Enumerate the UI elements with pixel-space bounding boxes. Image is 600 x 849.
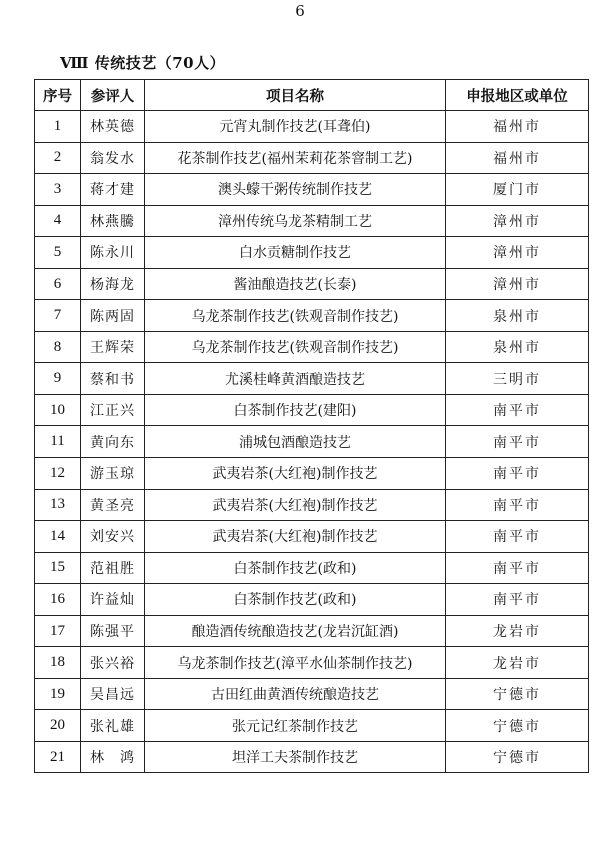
cell-region: 福州市 bbox=[446, 142, 589, 174]
cell-seq: 6 bbox=[35, 268, 81, 300]
cell-project: 乌龙茶制作技艺(漳平水仙茶制作技艺) bbox=[145, 647, 446, 679]
cell-seq: 1 bbox=[35, 111, 81, 143]
cell-seq: 7 bbox=[35, 300, 81, 332]
header-region: 申报地区或单位 bbox=[446, 80, 589, 111]
cell-seq: 8 bbox=[35, 331, 81, 363]
cell-region: 南平市 bbox=[446, 458, 589, 490]
cell-project: 古田红曲黄酒传统酿造技艺 bbox=[145, 678, 446, 710]
cell-candidate: 陈强平 bbox=[81, 615, 145, 647]
cell-candidate: 刘安兴 bbox=[81, 521, 145, 553]
cell-seq: 11 bbox=[35, 426, 81, 458]
cell-region: 南平市 bbox=[446, 394, 589, 426]
table-row bbox=[35, 205, 589, 237]
cell-seq: 13 bbox=[35, 489, 81, 521]
cell-candidate: 范祖胜 bbox=[81, 552, 145, 584]
cell-candidate: 林 鸿 bbox=[81, 741, 145, 773]
cell-seq: 20 bbox=[35, 710, 81, 742]
cell-region: 南平市 bbox=[446, 521, 589, 553]
cell-candidate: 吴昌远 bbox=[81, 678, 145, 710]
cell-seq: 21 bbox=[35, 741, 81, 773]
cell-region: 龙岩市 bbox=[446, 647, 589, 679]
cell-project: 酱油酿造技艺(长泰) bbox=[145, 268, 446, 300]
table-row bbox=[35, 615, 589, 647]
heritage-table bbox=[34, 79, 589, 773]
cell-candidate: 黄向东 bbox=[81, 426, 145, 458]
table-header-row bbox=[35, 80, 589, 111]
cell-project: 白茶制作技艺(政和) bbox=[145, 584, 446, 616]
cell-project: 乌龙茶制作技艺(铁观音制作技艺) bbox=[145, 300, 446, 332]
cell-region: 泉州市 bbox=[446, 331, 589, 363]
cell-region: 福州市 bbox=[446, 111, 589, 143]
cell-candidate: 杨海龙 bbox=[81, 268, 145, 300]
table-body bbox=[35, 111, 589, 773]
table-row bbox=[35, 142, 589, 174]
cell-project: 张元记红茶制作技艺 bbox=[145, 710, 446, 742]
cell-region: 南平市 bbox=[446, 584, 589, 616]
table-row bbox=[35, 300, 589, 332]
cell-seq: 10 bbox=[35, 394, 81, 426]
table-row bbox=[35, 394, 589, 426]
cell-candidate: 张兴裕 bbox=[81, 647, 145, 679]
header-project: 项目名称 bbox=[145, 80, 446, 111]
cell-region: 漳州市 bbox=[446, 205, 589, 237]
cell-project: 白水贡糖制作技艺 bbox=[145, 237, 446, 269]
cell-candidate: 许益灿 bbox=[81, 584, 145, 616]
cell-project: 花茶制作技艺(福州茉莉花茶窨制工艺) bbox=[145, 142, 446, 174]
cell-project: 澳头蠓干粥传统制作技艺 bbox=[145, 174, 446, 206]
cell-project: 酿造酒传统酿造技艺(龙岩沉缸酒) bbox=[145, 615, 446, 647]
cell-region: 泉州市 bbox=[446, 300, 589, 332]
cell-seq: 15 bbox=[35, 552, 81, 584]
cell-region: 龙岩市 bbox=[446, 615, 589, 647]
table-row bbox=[35, 678, 589, 710]
header-candidate: 参评人 bbox=[81, 80, 145, 111]
cell-project: 白茶制作技艺(建阳) bbox=[145, 394, 446, 426]
table-row bbox=[35, 363, 589, 395]
table-row bbox=[35, 552, 589, 584]
table-row bbox=[35, 521, 589, 553]
cell-region: 南平市 bbox=[446, 426, 589, 458]
cell-region: 厦门市 bbox=[446, 174, 589, 206]
table-row bbox=[35, 268, 589, 300]
cell-project: 武夷岩茶(大红袍)制作技艺 bbox=[145, 458, 446, 490]
cell-seq: 5 bbox=[35, 237, 81, 269]
cell-project: 尤溪桂峰黄酒酿造技艺 bbox=[145, 363, 446, 395]
cell-candidate: 游玉琼 bbox=[81, 458, 145, 490]
cell-candidate: 黄圣亮 bbox=[81, 489, 145, 521]
cell-seq: 3 bbox=[35, 174, 81, 206]
cell-region: 宁德市 bbox=[446, 710, 589, 742]
cell-seq: 19 bbox=[35, 678, 81, 710]
cell-region: 南平市 bbox=[446, 489, 589, 521]
section-title: Ⅷ 传统技艺（70人） bbox=[60, 54, 226, 72]
cell-seq: 9 bbox=[35, 363, 81, 395]
cell-candidate: 蔡和书 bbox=[81, 363, 145, 395]
header-seq: 序号 bbox=[35, 80, 81, 111]
cell-candidate: 翁发水 bbox=[81, 142, 145, 174]
cell-region: 漳州市 bbox=[446, 237, 589, 269]
cell-seq: 14 bbox=[35, 521, 81, 553]
table-row bbox=[35, 111, 589, 143]
cell-region: 宁德市 bbox=[446, 741, 589, 773]
cell-candidate: 陈永川 bbox=[81, 237, 145, 269]
cell-candidate: 王辉荣 bbox=[81, 331, 145, 363]
cell-project: 元宵丸制作技艺(耳聋伯) bbox=[145, 111, 446, 143]
table-row bbox=[35, 331, 589, 363]
table-row bbox=[35, 237, 589, 269]
cell-seq: 4 bbox=[35, 205, 81, 237]
table-row bbox=[35, 489, 589, 521]
cell-seq: 12 bbox=[35, 458, 81, 490]
cell-region: 南平市 bbox=[446, 552, 589, 584]
cell-project: 坦洋工夫茶制作技艺 bbox=[145, 741, 446, 773]
table-row bbox=[35, 458, 589, 490]
table-row bbox=[35, 174, 589, 206]
cell-candidate: 陈两固 bbox=[81, 300, 145, 332]
cell-candidate: 江正兴 bbox=[81, 394, 145, 426]
page-number: 6 bbox=[295, 2, 305, 20]
table-row bbox=[35, 741, 589, 773]
cell-candidate: 蒋才建 bbox=[81, 174, 145, 206]
cell-project: 白茶制作技艺(政和) bbox=[145, 552, 446, 584]
table-row bbox=[35, 647, 589, 679]
table-row bbox=[35, 710, 589, 742]
cell-candidate: 张礼雄 bbox=[81, 710, 145, 742]
cell-project: 乌龙茶制作技艺(铁观音制作技艺) bbox=[145, 331, 446, 363]
cell-seq: 16 bbox=[35, 584, 81, 616]
cell-seq: 17 bbox=[35, 615, 81, 647]
cell-project: 漳州传统乌龙茶精制工艺 bbox=[145, 205, 446, 237]
cell-region: 宁德市 bbox=[446, 678, 589, 710]
table-row bbox=[35, 584, 589, 616]
cell-region: 三明市 bbox=[446, 363, 589, 395]
cell-project: 武夷岩茶(大红袍)制作技艺 bbox=[145, 489, 446, 521]
cell-candidate: 林燕騰 bbox=[81, 205, 145, 237]
table-row bbox=[35, 426, 589, 458]
cell-candidate: 林英德 bbox=[81, 111, 145, 143]
cell-project: 浦城包酒酿造技艺 bbox=[145, 426, 446, 458]
cell-region: 漳州市 bbox=[446, 268, 589, 300]
cell-seq: 2 bbox=[35, 142, 81, 174]
cell-seq: 18 bbox=[35, 647, 81, 679]
cell-project: 武夷岩茶(大红袍)制作技艺 bbox=[145, 521, 446, 553]
